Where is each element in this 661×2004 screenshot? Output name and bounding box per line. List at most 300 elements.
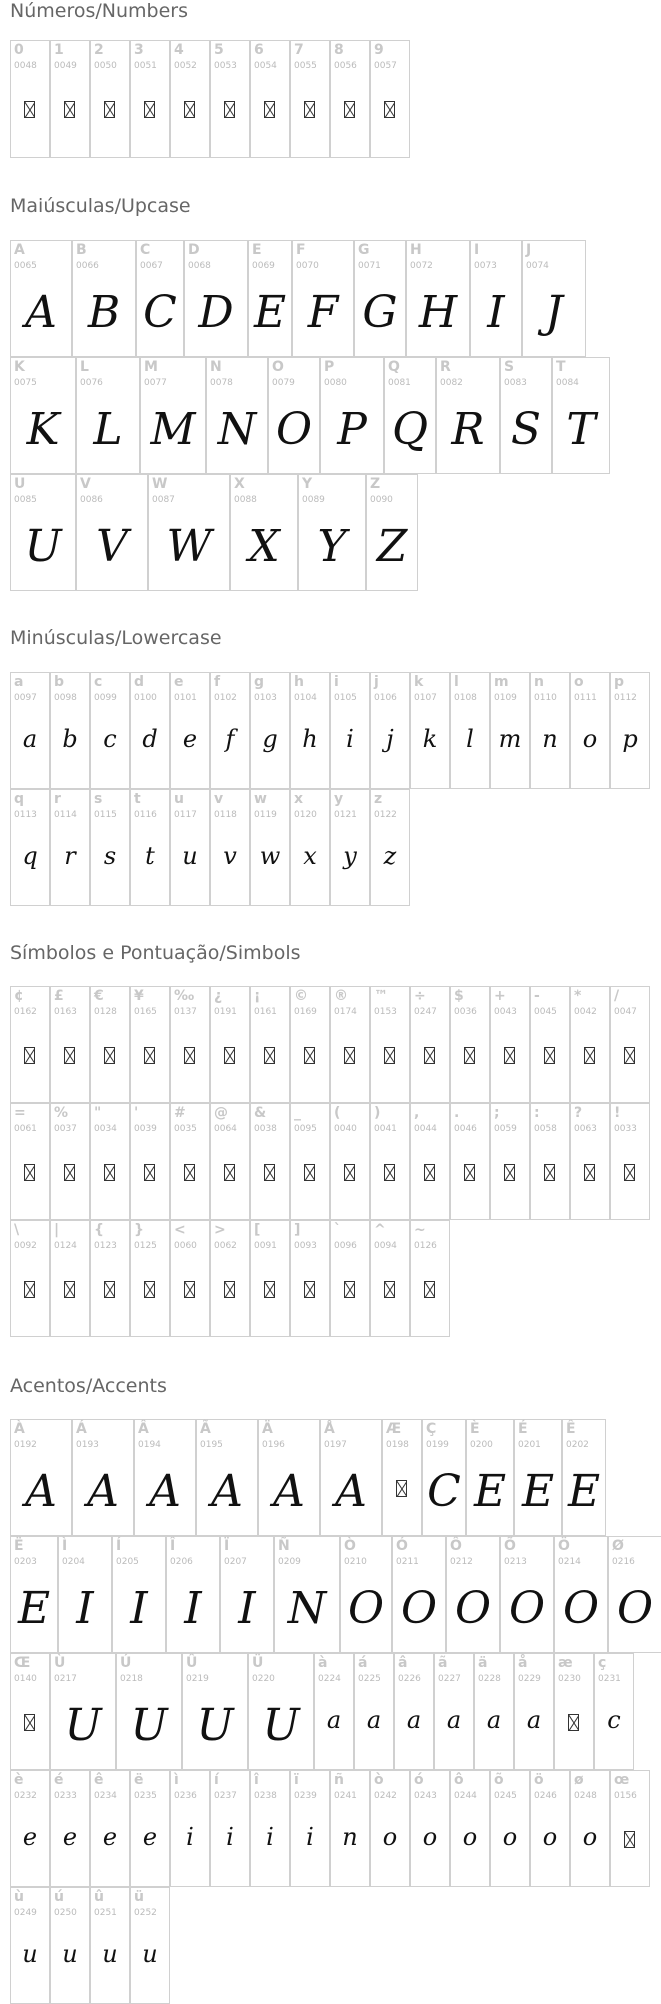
glyph-code-label: 0069 bbox=[252, 261, 275, 271]
glyph-code-label: 0251 bbox=[94, 1908, 117, 1918]
glyph-char-label: & bbox=[254, 1105, 267, 1121]
glyph-char-label: ó bbox=[414, 1772, 424, 1788]
glyph-code-label: 0112 bbox=[614, 693, 637, 703]
glyph-cell-0228 bbox=[474, 1653, 514, 1770]
glyph-char-label: ú bbox=[54, 1889, 64, 1905]
glyph-char-label: * bbox=[574, 988, 582, 1004]
glyph-cell-0053 bbox=[210, 40, 250, 158]
glyph-code-label: 0210 bbox=[344, 1557, 367, 1567]
glyph-char-label: D bbox=[188, 242, 200, 258]
glyph-char-label: ô bbox=[454, 1772, 464, 1788]
glyph-code-label: 0109 bbox=[494, 693, 517, 703]
glyph-cell-0061 bbox=[10, 1103, 50, 1220]
missing-glyph-icon bbox=[64, 1164, 75, 1181]
glyph-code-label: 0199 bbox=[426, 1440, 449, 1450]
glyph-sample: R bbox=[451, 404, 485, 455]
glyph-char-label: - bbox=[534, 988, 540, 1004]
glyph-cell-0246 bbox=[530, 1770, 570, 1887]
glyph-code-label: 0239 bbox=[294, 1791, 317, 1801]
glyph-sample: e bbox=[22, 1823, 38, 1851]
glyph-cell-0116 bbox=[130, 789, 170, 906]
glyph-code-label: 0042 bbox=[574, 1007, 597, 1017]
glyph-cell-0233 bbox=[50, 1770, 90, 1887]
glyph-sample: a bbox=[326, 1706, 342, 1734]
glyph-cell-0241 bbox=[330, 1770, 370, 1887]
glyph-char-label: Ö bbox=[558, 1538, 570, 1554]
glyph-sample: o bbox=[382, 1823, 398, 1851]
glyph-cell-0060 bbox=[170, 1220, 210, 1337]
glyph-sample: O bbox=[562, 1583, 600, 1634]
glyph-char-label: 2 bbox=[94, 42, 104, 58]
glyph-cell-0057 bbox=[370, 40, 410, 158]
glyph-cell-0122 bbox=[370, 789, 410, 906]
missing-glyph-icon bbox=[184, 101, 195, 118]
glyph-code-label: 0101 bbox=[174, 693, 197, 703]
glyph-char-label: , bbox=[414, 1105, 420, 1121]
glyph-char-label: ! bbox=[614, 1105, 621, 1121]
glyph-cell-0050 bbox=[90, 40, 130, 158]
glyph-cell-0162 bbox=[10, 986, 50, 1103]
glyph-char-label: b bbox=[54, 674, 65, 690]
glyph-cell-0041 bbox=[370, 1103, 410, 1220]
glyph-cell-0232 bbox=[10, 1770, 50, 1887]
glyph-sample: H bbox=[418, 287, 458, 338]
missing-glyph-icon bbox=[344, 101, 355, 118]
glyph-char-label: ‰ bbox=[174, 988, 195, 1004]
glyph-code-label: 0067 bbox=[140, 261, 163, 271]
glyph-cell-0093 bbox=[290, 1220, 330, 1337]
glyph-cell-0033 bbox=[610, 1103, 650, 1220]
glyph-cell-0205 bbox=[112, 1536, 166, 1653]
glyph-char-label: £ bbox=[54, 988, 64, 1004]
missing-glyph-icon bbox=[104, 1164, 115, 1181]
glyph-sample: o bbox=[582, 725, 598, 753]
glyph-cell-0091 bbox=[250, 1220, 290, 1337]
glyph-cell-0112 bbox=[610, 672, 650, 789]
glyph-code-label: 0247 bbox=[414, 1007, 437, 1017]
glyph-char-label: À bbox=[14, 1421, 25, 1437]
missing-glyph-icon bbox=[24, 1164, 35, 1181]
glyph-cell-0105 bbox=[330, 672, 370, 789]
glyph-sample: o bbox=[582, 1823, 598, 1851]
glyph-char-label: Y bbox=[302, 476, 313, 492]
missing-glyph-icon bbox=[584, 1164, 595, 1181]
glyph-sample: o bbox=[502, 1823, 518, 1851]
glyph-sample: U bbox=[130, 1700, 168, 1751]
glyph-cell-0242 bbox=[370, 1770, 410, 1887]
glyph-code-label: 0097 bbox=[14, 693, 37, 703]
glyph-char-label: ù bbox=[14, 1889, 24, 1905]
glyph-code-label: 0245 bbox=[494, 1791, 517, 1801]
glyph-code-label: 0229 bbox=[518, 1674, 541, 1684]
glyph-sample: K bbox=[26, 404, 60, 455]
glyph-char-label: $ bbox=[454, 988, 464, 1004]
glyph-cell-0043 bbox=[490, 986, 530, 1103]
glyph-code-label: 0084 bbox=[556, 378, 579, 388]
glyph-cell-0207 bbox=[220, 1536, 274, 1653]
missing-glyph-icon bbox=[224, 1281, 235, 1298]
glyph-char-label: q bbox=[14, 791, 25, 807]
glyph-cell-0107 bbox=[410, 672, 450, 789]
glyph-cell-0200 bbox=[466, 1419, 514, 1536]
glyph-cell-0097 bbox=[10, 672, 50, 789]
glyph-char-label: ' bbox=[134, 1105, 139, 1121]
glyph-cell-0085 bbox=[10, 474, 76, 591]
glyph-cell-0235 bbox=[130, 1770, 170, 1887]
glyph-cell-0095 bbox=[290, 1103, 330, 1220]
glyph-cell-0121 bbox=[330, 789, 370, 906]
glyph-code-label: 0232 bbox=[14, 1791, 37, 1801]
glyph-char-label: Â bbox=[138, 1421, 149, 1437]
glyph-code-label: 0123 bbox=[94, 1241, 117, 1251]
glyph-cell-0049 bbox=[50, 40, 90, 158]
missing-glyph-icon bbox=[144, 101, 155, 118]
glyph-code-label: 0197 bbox=[324, 1440, 347, 1450]
glyph-char-label: ¡ bbox=[254, 988, 261, 1004]
glyph-cell-0036 bbox=[450, 986, 490, 1103]
glyph-sample: u bbox=[142, 1940, 158, 1968]
glyph-sample: x bbox=[303, 842, 317, 870]
glyph-char-label: Å bbox=[324, 1421, 335, 1437]
glyph-cell-0230 bbox=[554, 1653, 594, 1770]
glyph-char-label: ì bbox=[174, 1772, 179, 1788]
glyph-cell-0238 bbox=[250, 1770, 290, 1887]
glyph-cell-0055 bbox=[290, 40, 330, 158]
glyph-code-label: 0054 bbox=[254, 61, 277, 71]
glyph-cell-0193 bbox=[72, 1419, 134, 1536]
glyph-cell-0249 bbox=[10, 1887, 50, 2004]
glyph-code-label: 0216 bbox=[612, 1557, 635, 1567]
missing-glyph-icon bbox=[264, 101, 275, 118]
glyph-cell-0108 bbox=[450, 672, 490, 789]
glyph-char-label: P bbox=[324, 359, 335, 375]
glyph-code-label: 0043 bbox=[494, 1007, 517, 1017]
glyph-char-label: Ë bbox=[14, 1538, 24, 1554]
glyph-sample: Z bbox=[376, 521, 408, 572]
glyph-cell-0156 bbox=[610, 1770, 650, 1887]
glyph-sample: A bbox=[149, 1466, 181, 1517]
glyph-code-label: 0048 bbox=[14, 61, 37, 71]
glyph-cell-0089 bbox=[298, 474, 366, 591]
glyph-cell-0076 bbox=[76, 357, 140, 474]
missing-glyph-icon bbox=[464, 1047, 475, 1064]
glyph-char-label: / bbox=[614, 988, 620, 1004]
glyph-code-label: 0036 bbox=[454, 1007, 477, 1017]
glyph-cell-0248 bbox=[570, 1770, 610, 1887]
glyph-code-label: 0204 bbox=[62, 1557, 85, 1567]
glyph-char-label: € bbox=[94, 988, 104, 1004]
glyph-code-label: 0081 bbox=[388, 378, 411, 388]
glyph-sample: O bbox=[400, 1583, 438, 1634]
missing-glyph-icon bbox=[144, 1164, 155, 1181]
glyph-code-label: 0217 bbox=[54, 1674, 77, 1684]
glyph-cell-0039 bbox=[130, 1103, 170, 1220]
glyph-char-label: 6 bbox=[254, 42, 264, 58]
glyph-cell-0102 bbox=[210, 672, 250, 789]
glyph-sample: A bbox=[273, 1466, 305, 1517]
glyph-cell-0046 bbox=[450, 1103, 490, 1220]
glyph-char-label: Õ bbox=[504, 1538, 516, 1554]
glyph-code-label: 0165 bbox=[134, 1007, 157, 1017]
glyph-char-label: ; bbox=[494, 1105, 500, 1121]
glyph-char-label: a bbox=[14, 674, 24, 690]
glyph-char-label: ™ bbox=[374, 988, 388, 1004]
glyph-char-label: I bbox=[474, 242, 480, 258]
glyph-char-label: H bbox=[410, 242, 422, 258]
glyph-char-label: ë bbox=[134, 1772, 144, 1788]
glyph-char-label: Ø bbox=[612, 1538, 624, 1554]
glyph-code-label: 0065 bbox=[14, 261, 37, 271]
glyph-cell-0196 bbox=[258, 1419, 320, 1536]
glyph-code-label: 0238 bbox=[254, 1791, 277, 1801]
glyph-cell-0114 bbox=[50, 789, 90, 906]
glyph-cell-0079 bbox=[268, 357, 320, 474]
glyph-code-label: 0236 bbox=[174, 1791, 197, 1801]
glyph-cell-0037 bbox=[50, 1103, 90, 1220]
section-title-upcase: Maiúsculas/Upcase bbox=[10, 195, 191, 217]
glyph-cell-0212 bbox=[446, 1536, 500, 1653]
glyph-sample: O bbox=[616, 1583, 654, 1634]
missing-glyph-icon bbox=[424, 1164, 435, 1181]
glyph-char-label: 5 bbox=[214, 42, 224, 58]
glyph-code-label: 0192 bbox=[14, 1440, 37, 1450]
glyph-code-label: 0073 bbox=[474, 261, 497, 271]
glyph-sample: k bbox=[422, 725, 438, 753]
glyph-cell-0054 bbox=[250, 40, 290, 158]
glyph-code-label: 0248 bbox=[574, 1791, 597, 1801]
glyph-cell-0197 bbox=[320, 1419, 382, 1536]
glyph-cell-0099 bbox=[90, 672, 130, 789]
glyph-cell-0070 bbox=[292, 240, 354, 357]
glyph-sample: e bbox=[62, 1823, 78, 1851]
glyph-char-label: 9 bbox=[374, 42, 384, 58]
glyph-code-label: 0162 bbox=[14, 1007, 37, 1017]
glyph-code-label: 0055 bbox=[294, 61, 317, 71]
glyph-sample: A bbox=[25, 1466, 57, 1517]
glyph-code-label: 0122 bbox=[374, 810, 397, 820]
glyph-sample: v bbox=[223, 842, 237, 870]
glyph-char-label: } bbox=[134, 1222, 144, 1238]
glyph-cell-0073 bbox=[470, 240, 522, 357]
glyph-cell-0080 bbox=[320, 357, 384, 474]
glyph-cell-0071 bbox=[354, 240, 406, 357]
glyph-cell-0192 bbox=[10, 1419, 72, 1536]
glyph-cell-0083 bbox=[500, 357, 552, 474]
glyph-char-label: Ã bbox=[200, 1421, 211, 1437]
glyph-char-label: T bbox=[556, 359, 566, 375]
glyph-char-label: ¢ bbox=[14, 988, 24, 1004]
glyph-cell-0072 bbox=[406, 240, 470, 357]
missing-glyph-icon bbox=[64, 1281, 75, 1298]
glyph-char-label: # bbox=[174, 1105, 186, 1121]
glyph-code-label: 0090 bbox=[370, 495, 393, 505]
glyph-code-label: 0105 bbox=[334, 693, 357, 703]
glyph-sample: c bbox=[607, 1706, 621, 1734]
missing-glyph-icon bbox=[104, 1047, 115, 1064]
glyph-cell-0100 bbox=[130, 672, 170, 789]
missing-glyph-icon bbox=[344, 1164, 355, 1181]
glyph-code-label: 0224 bbox=[318, 1674, 341, 1684]
glyph-char-label: " bbox=[94, 1105, 102, 1121]
glyph-cell-0165 bbox=[130, 986, 170, 1103]
glyph-code-label: 0053 bbox=[214, 61, 237, 71]
missing-glyph-icon bbox=[144, 1047, 155, 1064]
glyph-sample: U bbox=[196, 1700, 234, 1751]
glyph-code-label: 0161 bbox=[254, 1007, 277, 1017]
glyph-cell-0198 bbox=[382, 1419, 422, 1536]
glyph-char-label: r bbox=[54, 791, 61, 807]
glyph-code-label: 0206 bbox=[170, 1557, 193, 1567]
glyph-cell-0098 bbox=[50, 672, 90, 789]
glyph-code-label: 0230 bbox=[558, 1674, 581, 1684]
glyph-cell-0111 bbox=[570, 672, 610, 789]
glyph-char-label: L bbox=[80, 359, 89, 375]
glyph-char-label: Ô bbox=[450, 1538, 462, 1554]
glyph-code-label: 0060 bbox=[174, 1241, 197, 1251]
glyph-sample: g bbox=[262, 725, 278, 753]
glyph-code-label: 0213 bbox=[504, 1557, 527, 1567]
glyph-sample: W bbox=[166, 521, 212, 572]
glyph-sample: C bbox=[427, 1466, 461, 1517]
glyph-char-label: g bbox=[254, 674, 265, 690]
glyph-code-label: 0052 bbox=[174, 61, 197, 71]
glyph-sample: E bbox=[17, 1583, 51, 1634]
glyph-char-label: j bbox=[374, 674, 379, 690]
glyph-cell-0203 bbox=[10, 1536, 58, 1653]
glyph-code-label: 0117 bbox=[174, 810, 197, 820]
glyph-code-label: 0075 bbox=[14, 378, 37, 388]
glyph-char-label: Ó bbox=[396, 1538, 408, 1554]
glyph-char-label: V bbox=[80, 476, 91, 492]
missing-glyph-icon bbox=[304, 1164, 315, 1181]
glyph-cell-0065 bbox=[10, 240, 72, 357]
glyph-code-label: 0249 bbox=[14, 1908, 37, 1918]
glyph-code-label: 0051 bbox=[134, 61, 157, 71]
glyph-sample: O bbox=[275, 404, 313, 455]
glyph-char-label: z bbox=[374, 791, 383, 807]
glyph-code-label: 0038 bbox=[254, 1124, 277, 1134]
glyph-code-label: 0083 bbox=[504, 378, 527, 388]
glyph-cell-0077 bbox=[140, 357, 206, 474]
glyph-code-label: 0191 bbox=[214, 1007, 237, 1017]
glyph-cell-0109 bbox=[490, 672, 530, 789]
glyph-code-label: 0124 bbox=[54, 1241, 77, 1251]
missing-glyph-icon bbox=[264, 1164, 275, 1181]
missing-glyph-icon bbox=[624, 1047, 635, 1064]
glyph-sample: T bbox=[566, 404, 596, 455]
missing-glyph-icon bbox=[184, 1281, 195, 1298]
glyph-sample: z bbox=[383, 842, 397, 870]
glyph-sample: o bbox=[542, 1823, 558, 1851]
glyph-char-label: v bbox=[214, 791, 224, 807]
glyph-cell-0244 bbox=[450, 1770, 490, 1887]
glyph-code-label: 0174 bbox=[334, 1007, 357, 1017]
glyph-code-label: 0095 bbox=[294, 1124, 317, 1134]
glyph-cell-0202 bbox=[562, 1419, 606, 1536]
glyph-sample: P bbox=[337, 404, 367, 455]
glyph-char-label: å bbox=[518, 1655, 528, 1671]
glyph-sample: u bbox=[62, 1940, 78, 1968]
glyph-sample: D bbox=[198, 287, 234, 338]
glyph-code-label: 0071 bbox=[358, 261, 381, 271]
missing-glyph-icon bbox=[104, 1281, 115, 1298]
glyph-char-label: 3 bbox=[134, 42, 144, 58]
glyph-char-label: h bbox=[294, 674, 304, 690]
glyph-char-label: s bbox=[94, 791, 103, 807]
glyph-code-label: 0209 bbox=[278, 1557, 301, 1567]
glyph-sample: h bbox=[302, 725, 318, 753]
glyph-char-label: i bbox=[334, 674, 339, 690]
glyph-cell-0161 bbox=[250, 986, 290, 1103]
glyph-sample: J bbox=[545, 287, 563, 338]
glyph-sample: r bbox=[64, 842, 76, 870]
glyph-char-label: ï bbox=[294, 1772, 299, 1788]
glyph-code-label: 0233 bbox=[54, 1791, 77, 1801]
glyph-char-label: õ bbox=[494, 1772, 504, 1788]
glyph-cell-0066 bbox=[72, 240, 136, 357]
glyph-cell-0113 bbox=[10, 789, 50, 906]
glyph-cell-0110 bbox=[530, 672, 570, 789]
glyph-cell-0074 bbox=[522, 240, 586, 357]
glyph-char-label: = bbox=[14, 1105, 26, 1121]
glyph-cell-0062 bbox=[210, 1220, 250, 1337]
missing-glyph-icon bbox=[304, 1047, 315, 1064]
glyph-char-label: È bbox=[470, 1421, 480, 1437]
glyph-code-label: 0102 bbox=[214, 693, 237, 703]
glyph-cell-0140 bbox=[10, 1653, 50, 1770]
glyph-char-label: é bbox=[54, 1772, 64, 1788]
glyph-sample: U bbox=[262, 1700, 300, 1751]
glyph-sample: I bbox=[76, 1583, 94, 1634]
missing-glyph-icon bbox=[184, 1164, 195, 1181]
glyph-char-label: Æ bbox=[386, 1421, 402, 1437]
glyph-cell-0103 bbox=[250, 672, 290, 789]
glyph-sample: d bbox=[142, 725, 158, 753]
glyph-char-label: : bbox=[534, 1105, 540, 1121]
glyph-sample: e bbox=[102, 1823, 118, 1851]
glyph-char-label: Q bbox=[388, 359, 400, 375]
glyph-char-label: k bbox=[414, 674, 424, 690]
glyph-code-label: 0196 bbox=[262, 1440, 285, 1450]
missing-glyph-icon bbox=[544, 1047, 555, 1064]
glyph-sample: a bbox=[446, 1706, 462, 1734]
glyph-sample: q bbox=[22, 842, 38, 870]
glyph-sample: V bbox=[96, 521, 128, 572]
glyph-sample: i bbox=[226, 1823, 234, 1851]
glyph-sample: t bbox=[145, 842, 155, 870]
glyph-char-label: O bbox=[272, 359, 284, 375]
glyph-code-label: 0080 bbox=[324, 378, 347, 388]
glyph-sample: i bbox=[306, 1823, 314, 1851]
glyph-code-label: 0202 bbox=[566, 1440, 589, 1450]
glyph-char-label: ç bbox=[598, 1655, 607, 1671]
glyph-code-label: 0063 bbox=[574, 1124, 597, 1134]
glyph-cell-0084 bbox=[552, 357, 610, 474]
glyph-cell-0214 bbox=[554, 1536, 608, 1653]
glyph-cell-0064 bbox=[210, 1103, 250, 1220]
glyph-sample: Y bbox=[317, 521, 347, 572]
glyph-code-label: 0058 bbox=[534, 1124, 557, 1134]
glyph-char-label: m bbox=[494, 674, 509, 690]
glyph-sample: I bbox=[238, 1583, 256, 1634]
glyph-char-label: e bbox=[174, 674, 184, 690]
missing-glyph-icon bbox=[464, 1164, 475, 1181]
glyph-sample: b bbox=[62, 725, 78, 753]
missing-glyph-icon bbox=[64, 101, 75, 118]
glyph-code-label: 0072 bbox=[410, 261, 433, 271]
glyph-code-label: 0066 bbox=[76, 261, 99, 271]
glyph-code-label: 0234 bbox=[94, 1791, 117, 1801]
